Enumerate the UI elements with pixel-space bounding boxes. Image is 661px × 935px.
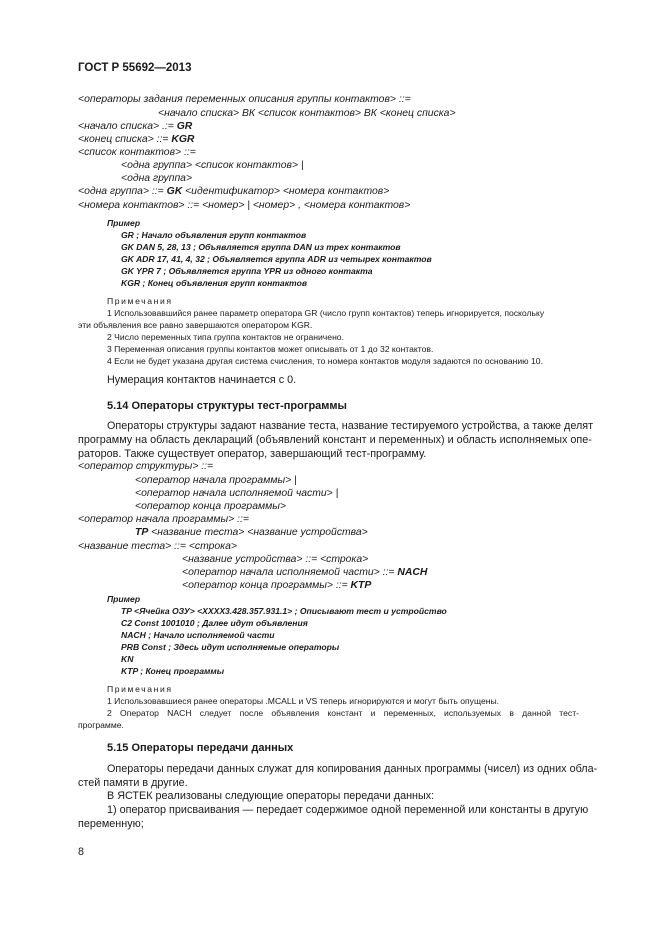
- example-line: GK YPR 7 ; Объявляется группа YPR из одного контакта: [121, 266, 373, 276]
- example-line: KN: [121, 654, 134, 664]
- grammar-line: <оператор начала исполняемой части> |: [135, 488, 339, 499]
- grammar-line: <оператор начала программы> |: [135, 475, 297, 486]
- body-text: программу на область деклараций (объявлений констант и переменных) и область исполняемых опе-: [78, 434, 592, 446]
- example-line: GK ADR 17, 41, 4, 32 ; Объявляется группа ADR из четырех контактов: [121, 254, 432, 264]
- body-text: Операторы структуры задают название теста, название тестируемого устройства, а также делят: [107, 420, 594, 432]
- body-text: В ЯСТЕК реализованы следующие операторы передачи данных:: [107, 790, 435, 802]
- grammar-line: <оператор конца программы>: [135, 501, 286, 512]
- example-line: TP <Ячейка ОЗУ> <ХХХХ3.428.357.931.1> ; Описывают тест и устройство: [121, 606, 447, 616]
- grammar-line: <номера контактов> ::= <номер> | <номер> , <номера контактов>: [78, 200, 411, 211]
- note-line: 4 Если не будет указана другая система счисления, то номера контактов модуля задаются по основанию 10.: [107, 356, 543, 366]
- grammar-line: <оператор конца программы> ::= KTP: [182, 580, 372, 591]
- grammar-line: <одна группа> <список контактов> |: [121, 160, 304, 171]
- grammar-line: <оператор начала программы> ::=: [78, 514, 249, 525]
- example-title: Пример: [107, 594, 141, 604]
- grammar-line: <название теста> ::= <строка>: [78, 541, 237, 552]
- grammar-line: TP <название теста> <название устройства>: [135, 527, 368, 538]
- grammar-line: <одна группа>: [121, 173, 193, 184]
- note-line: 3 Переменная описания группы контактов может описывать от 1 до 32 контактов.: [107, 344, 434, 354]
- example-line: C2 Const 1001010 ; Далее идут объявления: [121, 618, 308, 628]
- note-line: программе.: [78, 720, 124, 730]
- example-line: GK DAN 5, 28, 13 ; Объявляется группа DAN из трех контактов: [121, 242, 401, 252]
- body-text: раторов. Также существует оператор, завершающий тест-программу.: [78, 448, 427, 460]
- grammar-line: <оператор начала исполняемой части> ::= NACH: [182, 567, 428, 578]
- notes-title: Примечания: [107, 684, 173, 694]
- page-header-title: ГОСТ Р 55692—2013: [78, 62, 192, 74]
- example-line: GR ; Начало объявления групп контактов: [121, 230, 307, 240]
- note-line: 1 Использовавшийся ранее параметр оператора GR (число групп контактов) теперь игнорируется, поскольку: [107, 308, 545, 318]
- example-line: PRB Const ; Здесь идут исполняемые операторы: [121, 642, 340, 652]
- body-text: переменную;: [78, 818, 144, 830]
- example-title: Пример: [107, 218, 141, 228]
- grammar-line: <одна группа> ::= GK <идентификатор> <номера контактов>: [78, 186, 390, 197]
- body-text: 1) оператор присваивания — передает содержимое одной переменной или константы в другую: [107, 804, 589, 816]
- body-text: Нумерация контактов начинается с 0.: [107, 374, 297, 386]
- body-text: Операторы передачи данных служат для копирования данных программы (чисел) из одних обла-: [107, 763, 598, 775]
- body-text: стей памяти в другие.: [78, 777, 188, 789]
- grammar-line: <список контактов> ::=: [78, 147, 196, 158]
- page-number: 8: [78, 846, 85, 858]
- notes-title: Примечания: [107, 296, 173, 306]
- example-line: KGR ; Конец объявления групп контактов: [121, 278, 308, 288]
- example-line: NACH ; Начало исполняемой части: [121, 630, 275, 640]
- note-line: эти объявления все равно завершаются оператором KGR.: [78, 320, 313, 330]
- grammar-line: <начало списка> ВК <список контактов> ВК <конец списка>: [158, 108, 456, 119]
- section-heading-5-14: 5.14 Операторы структуры тест-программы: [107, 400, 347, 412]
- grammar-line: <конец списка> ::= KGR: [78, 134, 195, 145]
- grammar-line: <название устройства> ::= <строка>: [182, 554, 369, 565]
- section-heading-5-15: 5.15 Операторы передачи данных: [107, 742, 294, 754]
- note-line: 2 Оператор NACH следует после объявления констант и переменных, используемых в данной тест-: [107, 708, 579, 718]
- grammar-line: <начало списка> .:= GR: [78, 121, 193, 132]
- grammar-line: <операторы задания переменных описания группы контактов> ::=: [78, 94, 411, 105]
- note-line: 1 Использовавшиеся ранее операторы .MCALL и VS теперь игнорируются и могут быть опущены.: [107, 696, 500, 706]
- grammar-line: <оператор структуры> ::=: [78, 461, 214, 472]
- example-line: KTP ; Конец программы: [121, 666, 225, 676]
- note-line: 2 Число переменных типа группа контактов не ограничено.: [107, 332, 344, 342]
